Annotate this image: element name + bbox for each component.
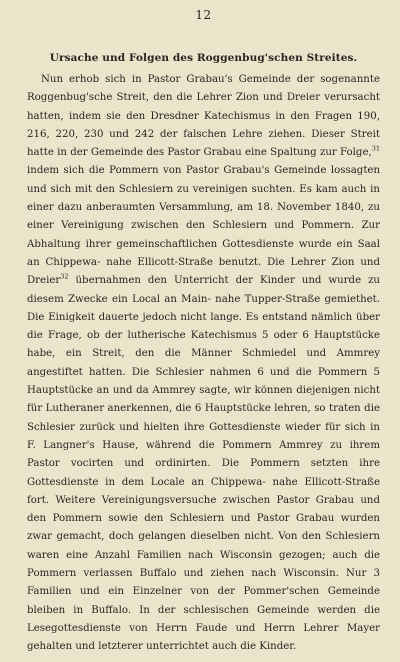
body-text-part-3: übernahmen den Unterricht der Kinder und wurde zu diesem Zwecke ein Local an Main- nahe Tupper-Straße gemiethet. Die Einigkeit dauerte jedoch nicht lange. Es entstand nämlich über die Frage, ob der lutherische Katechismus 5 oder 6 Hauptstücke habe, ein Streit, den die Männer Schmiedel und Ammrey angestiftet hatten. Die Schlesier nahmen 6 und die Pommern 5 Hauptstücke an und da Ammrey sagte, wir können diejenigen nicht für Lutheraner anerkennen, die 6 Hauptstücke lehren, so traten die Schlesier zurück und hielten ihre Gottesdienste wieder für sich in F. Langner's Hause, während die Pommern Ammrey zu ihrem Pastor vocirten und ordinirten. Die Pommern setzten ihre Gottesdienste in dem Locale an Chippewa- nahe Ellicott-Straße fort. Weitere Vereinigungsversuche zwischen Pastor Grabau und den Pommern sowie den Schlesiern und Pastor Grabau wurden zwar gemacht, doch gelangen dieselben nicht. Von den Schlesiern waren eine Anzahl Familien nach Wisconsin gezogen; auch die Pommern verlassen Buffalo und ziehen nach Wisconsin. Nur 3 Familien und ein Einzelner von der Pommer'schen Gemeinde bleiben in Buffalo. In der schlesischen Gemeinde werden die Lesegottesdienste von Herrn Faude und Herrn Lehrer Mayer gehalten und letzterer unterrichtet auch die Kinder.	[27, 275, 380, 653]
footnote-ref-31: 31	[371, 144, 380, 153]
body-text-part-1: Nun erhob sich in Pastor Grabau's Gemeinde der sogenannte Roggenbug'sche Streit, den die Lehrer Zion und Dreier verursacht hatten, indem sie den Dresdner Katechismus in den Fragen 190, 216, 220, 230 und 242 der falschen Lehre ziehen. Dieser Streit hatte in der Gemeinde des Pastor Grabau eine Spaltung zur Folge,	[27, 74, 380, 159]
page-number: 12	[195, 8, 212, 22]
body-paragraph	[27, 71, 380, 657]
section-heading: Ursache und Folgen des Roggenbug'schen Streites.	[49, 52, 358, 64]
footnote-ref-32: 32	[60, 272, 69, 281]
body-text-part-2: indem sich die Pommern von Pastor Grabau's Gemeinde lossagten und sich mit den Schlesiern zu vereinigen suchten. Es kam auch in einer dazu anberaumten Versammlung, am 18. November 1840, zu einer Vereinigung zwischen den Schlesiern und Pommern. Zur Abhaltung ihrer gemeinschaftlichen Gottesdienste wurde ein Saal an Chippewa- nahe Ellicott-Straße benutzt. Die Lehrer Zion und Dreier	[27, 165, 380, 287]
